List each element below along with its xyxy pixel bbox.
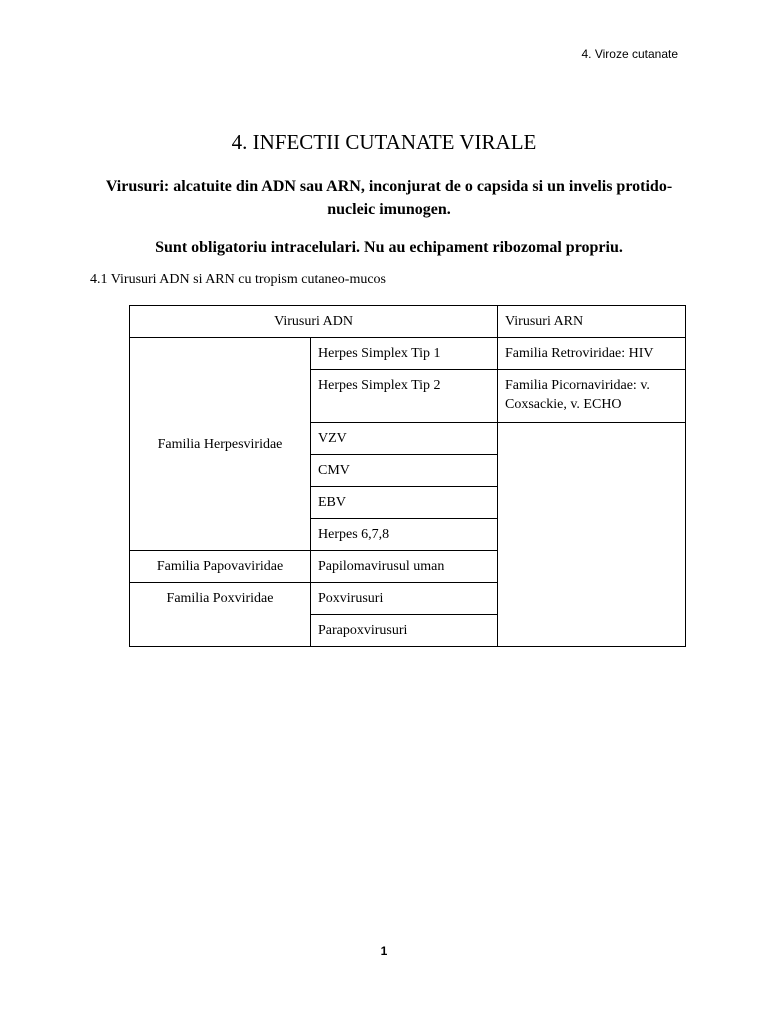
table-header-row [130, 306, 686, 338]
page-title: 4. INFECTII CUTANATE VIRALE [231, 130, 537, 154]
rna-family: Familia Picornaviridae: v. Coxsackie, v. ECHO [498, 370, 686, 423]
virus-member: Herpes 6,7,8 [311, 519, 498, 551]
rna-family: Familia Retroviridae: HIV [498, 338, 686, 370]
running-header: 4. Viroze cutanate [581, 47, 678, 61]
virus-table [129, 305, 686, 647]
virus-member: Herpes Simplex Tip 1 [311, 338, 498, 370]
table-row [130, 338, 686, 370]
virus-member: Papilomavirusul uman [311, 551, 498, 583]
header-rna-viruses: Virusuri ARN [498, 306, 686, 338]
rna-empty-cell [498, 423, 686, 647]
section-caption: 4.1 Virusuri ADN si ARN cu tropism cutaneo-mucos [90, 272, 386, 287]
virus-member: EBV [311, 487, 498, 519]
virus-member: CMV [311, 455, 498, 487]
family-herpesviridae: Familia Herpesviridae [130, 338, 311, 551]
header-dna-viruses: Virusuri ADN [130, 306, 498, 338]
lead-paragraph-structure: Virusuri: alcatuite din ADN sau ARN, inconjurat de o capsida si un invelis protido-nucleic imunogen. [105, 178, 673, 218]
virus-member: Herpes Simplex Tip 2 [311, 370, 498, 423]
family-papovaviridae: Familia Papovaviridae [130, 551, 311, 583]
page-number: 1 [380, 944, 388, 958]
virus-member: VZV [311, 423, 498, 455]
family-poxviridae: Familia Poxviridae [130, 583, 311, 647]
virus-member: Poxvirusuri [311, 583, 498, 615]
virus-member: Parapoxvirusuri [311, 615, 498, 647]
lead-paragraph-intracellular: Sunt obligatoriu intracelulari. Nu au echipament ribozomal propriu. [155, 239, 623, 256]
